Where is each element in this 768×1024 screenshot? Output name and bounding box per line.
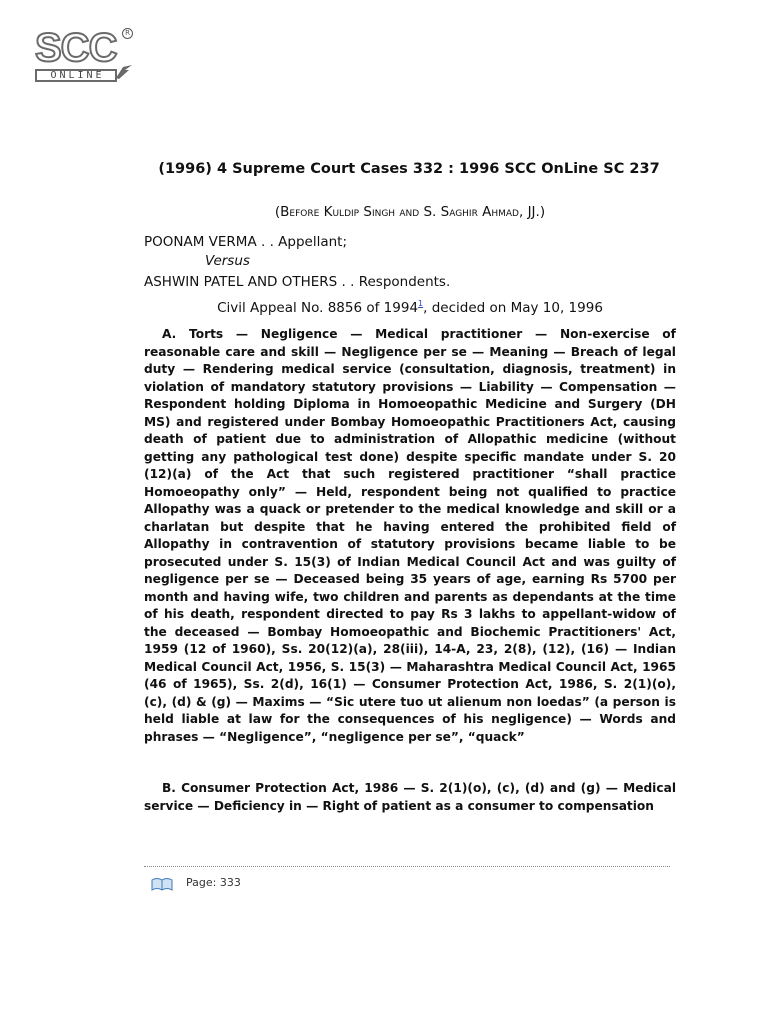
scc-online-logo <box>33 28 133 90</box>
decision-date: , decided on May 10, 1996 <box>423 300 603 316</box>
bench-line <box>0 204 768 220</box>
appellant-line: POONAM VERMA . . Appellant; <box>144 234 348 250</box>
respondent-line: ASHWIN PATEL AND OTHERS . . Respondents. <box>144 274 451 290</box>
appeal-number: Civil Appeal No. 8856 of 1994 <box>217 300 419 316</box>
bench-close-paren: ) <box>539 204 546 220</box>
logo-brand: SCC <box>35 26 117 70</box>
logo-subtitle: ONLINE <box>35 69 117 82</box>
appeal-line <box>0 299 768 316</box>
registered-mark: R <box>122 28 133 39</box>
logo-swoosh-icon <box>115 64 133 80</box>
bench-judges: Before Kuldip Singh and S. Saghir Ahmad, JJ. <box>280 204 540 220</box>
headnote-b: B. Consumer Protection Act, 1986 — S. 2(1)(o), (c), (d) and (g) — Medical service — Deficiency in — Right of patient as a consumer to compensation <box>144 781 676 813</box>
versus-label: Versus <box>205 253 250 269</box>
case-citation: (1996) 4 Supreme Court Cases 332 : 1996 SCC OnLine SC 237 <box>158 161 660 177</box>
page-number: Page: 333 <box>186 876 241 889</box>
footnote-link[interactable]: 1 <box>418 299 424 308</box>
page-divider <box>144 866 670 867</box>
book-icon <box>151 877 173 891</box>
bench-open-paren: ( <box>274 204 281 220</box>
headnote-a: A. Torts — Negligence — Medical practitioner — Non-exercise of reasonable care and skill — Negligence per se — Meaning — Breach of legal duty — Rendering medical service (consultation, diagnosis, treatment) in violation of mandatory statutory provisions — Liability — Compensation — Respondent holding Diploma in Homoeopathic Medicine and Surgery (DH MS) and registered under Bombay Homoeopathic Practitioners Act, causing death of patient due to administration of Allopathic medicine (without getting any pathological test done) despite specific mandate under S. 20 (12)(a) of the Act that such registered practitioner “shall practice Homoeopathy only” — Held, respondent being not qualified to practice Allopathy was a quack or pretender to the medical knowledge and skill or a charlatan but despite that he having entered the prohibited field of Allopathy in contravention of statutory provisions became liable to be prosecuted under S. 15(3) of Indian Medical Council Act and was guilty of negligence per se — Deceased being 35 years of age, earning Rs 5700 per month and having wife, two children and parents as dependants at the time of his death, respondent directed to pay Rs 3 lakhs to appellant-widow of the deceased — Bombay Homoeopathic and Biochemic Practitioners' Act, 1959 (12 of 1960), Ss. 20(12)(a), 28(iii), 14-A, 23, 2(8), (12), (16) — Indian Medical Council Act, 1956, S. 15(3) — Maharashtra Medical Council Act, 1965 (46 of 1965), Ss. 2(d), 16(1) — Consumer Protection Act, 1986, S. 2(1)(o), (c), (d) & (g) — Maxims — “Sic utere tuo ut alienum non loedas” (a person is held liable at law for the consequences of his negligence) — Words and phrases — “Negligence”, “negligence per se”, “quack” <box>144 327 676 744</box>
